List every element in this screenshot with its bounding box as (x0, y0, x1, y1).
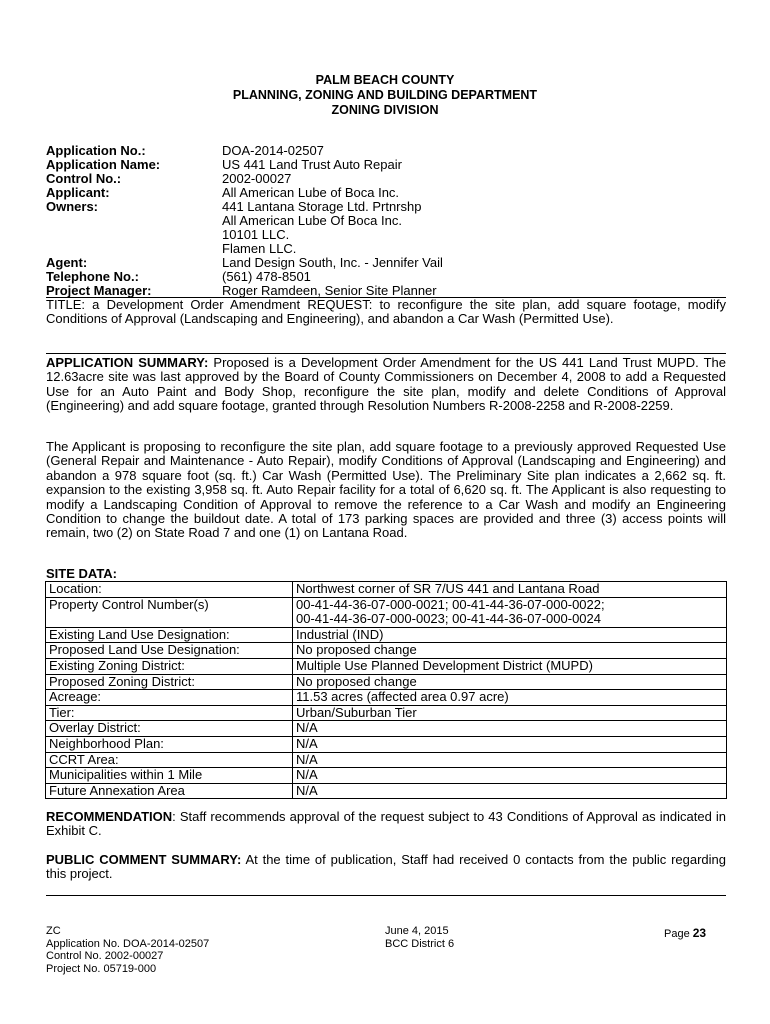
public-comment-summary (46, 853, 726, 882)
site-data-table (45, 581, 727, 799)
header-department: PLANNING, ZONING AND BUILDING DEPARTMENT (232, 88, 538, 102)
table-row (46, 736, 727, 752)
table-row (46, 752, 727, 768)
header-county: PALM BEACH COUNTY (315, 73, 455, 87)
table-row (46, 597, 727, 627)
site-value-line: 00-41-44-36-07-000-0023; 00-41-44-36-07-000-0024 (296, 611, 601, 627)
table-row (46, 643, 727, 659)
site-value: No proposed change (293, 643, 727, 659)
summary-text: Proposed is a Development Order Amendment for the US 441 Land Trust MUPD. The 12.63acre site was last approved by the Board of County Commissioners on December 4, 2008 to add a Requested Use for an Auto Paint and Body Shop, reconfigure the site plan, modify and delete Conditions of Approval (Engineering) and add square footage, granted through Resolution Numbers R-2008-2258 and R-2008-2259. (46, 355, 726, 414)
info-label: Project Manager: (46, 283, 152, 298)
page-number (664, 926, 706, 940)
info-value: (561) 478-8501 (222, 269, 311, 284)
info-value: Flamen LLC. (222, 241, 297, 256)
site-label: Existing Zoning District: (46, 658, 293, 674)
site-label: Proposed Zoning District: (46, 674, 293, 690)
info-label: Applicant: (46, 185, 110, 200)
info-value: 10101 LLC. (222, 227, 290, 242)
info-label: Application Name: (46, 157, 161, 172)
site-label: Neighborhood Plan: (46, 736, 293, 752)
table-row (46, 721, 727, 737)
info-value: DOA-2014-02507 (222, 143, 324, 158)
info-value: All American Lube Of Boca Inc. (222, 213, 402, 228)
footer-divider (46, 895, 726, 896)
info-value: Land Design South, Inc. - Jennifer Vail (222, 255, 443, 270)
table-row (46, 705, 727, 721)
info-label: Agent: (46, 255, 88, 270)
public-comment-text: At the time of publication, Staff had received 0 contacts from the public regarding this project. (46, 852, 726, 882)
site-label: Tier: (46, 705, 293, 721)
footer-date: June 4, 2015 (385, 925, 449, 937)
site-value: 11.53 acres (affected area 0.97 acre) (293, 690, 727, 706)
site-label: Location: (46, 582, 293, 598)
site-label: Property Control Number(s) (46, 597, 293, 627)
header-division: ZONING DIVISION (331, 103, 439, 117)
site-data-heading: SITE DATA: (46, 566, 118, 581)
site-value: N/A (293, 721, 727, 737)
info-value: 2002-00027 (222, 171, 292, 186)
divider (46, 353, 726, 354)
info-label: Owners: (46, 199, 99, 214)
info-label: Telephone No.: (46, 269, 139, 284)
table-row (46, 768, 727, 784)
info-value: All American Lube of Boca Inc. (222, 185, 400, 200)
title-text: TITLE: a Development Order Amendment REQUEST: to reconfigure the site plan, add square footage, modify Conditions of Approval (Landscaping and Engineering), and abandon a Car Wash (Permitted Use). (46, 297, 726, 327)
table-row (46, 582, 727, 598)
footer-left (46, 925, 209, 975)
table-row (46, 627, 727, 643)
site-value: N/A (293, 768, 727, 784)
site-value: N/A (293, 752, 727, 768)
page-label: Page (664, 928, 693, 940)
info-value: Roger Ramdeen, Senior Site Planner (222, 283, 437, 298)
site-label: Acreage: (46, 690, 293, 706)
application-summary (46, 356, 726, 414)
footer-district: BCC District 6 (385, 937, 455, 950)
site-value: Northwest corner of SR 7/US 441 and Lantana Road (293, 582, 727, 598)
footer-line: Control No. 2002-00027 (46, 950, 164, 962)
site-value: Multiple Use Planned Development District (MUPD) (293, 658, 727, 674)
footer-center (385, 925, 454, 950)
summary-heading: APPLICATION SUMMARY: (46, 355, 209, 370)
site-label: Municipalities within 1 Mile (46, 768, 293, 784)
site-label: CCRT Area: (46, 752, 293, 768)
info-value: 441 Lantana Storage Ltd. Prtnrshp (222, 199, 422, 214)
site-label: Future Annexation Area (46, 783, 293, 799)
info-label: Application No.: (46, 143, 146, 158)
site-value: Industrial (IND) (293, 627, 727, 643)
site-label: Proposed Land Use Designation: (46, 643, 293, 659)
site-value-line: 00-41-44-36-07-000-0021; 00-41-44-36-07-000-0022; (296, 596, 605, 612)
recommendation-heading: RECOMMENDATION (46, 809, 173, 824)
site-value: Urban/Suburban Tier (293, 705, 727, 721)
site-value: No proposed change (293, 674, 727, 690)
info-value: US 441 Land Trust Auto Repair (222, 157, 402, 172)
public-comment-heading: PUBLIC COMMENT SUMMARY: (46, 852, 242, 867)
site-label: Overlay District: (46, 721, 293, 737)
table-row (46, 783, 727, 799)
footer-line: Application No. DOA-2014-02507 (46, 937, 210, 950)
page-number-value: 23 (692, 926, 707, 940)
recommendation (46, 810, 726, 839)
info-label: Control No.: (46, 171, 122, 186)
footer-line: ZC (46, 925, 61, 937)
proposal-text: The Applicant is proposing to reconfigure the site plan, add square footage to a previously approved Requested Use (General Repair and Maintenance - Auto Repair), modify Conditions of Approval (Landscaping and Engineering) and abandon a 978 square foot (sq. ft.) Car Wash (Permitted Use). The Preliminary Site plan indicates a 2,662 sq. ft. expansion to the existing 3,958 sq. ft. Auto Repair facility for a total of 6,620 sq. ft. The Applicant is also requesting to modify a Landscaping Condition of Approval to remove the reference to a Car Wash and modify an Engineering Condition to change the buildout date. A total of 173 parking spaces are provided and three (3) access points will remain, two (2) on State Road 7 and one (1) on Lantana Road. (46, 439, 726, 541)
site-label: Existing Land Use Designation: (46, 627, 293, 643)
site-value: N/A (293, 783, 727, 799)
table-row (46, 690, 727, 706)
site-value (293, 597, 727, 627)
table-row (46, 674, 727, 690)
recommendation-text: : Staff recommends approval of the request subject to 43 Conditions of Approval as indicated in Exhibit C. (46, 809, 726, 839)
footer-line: Project No. 05719-000 (46, 962, 157, 975)
table-row (46, 658, 727, 674)
site-value: N/A (293, 736, 727, 752)
